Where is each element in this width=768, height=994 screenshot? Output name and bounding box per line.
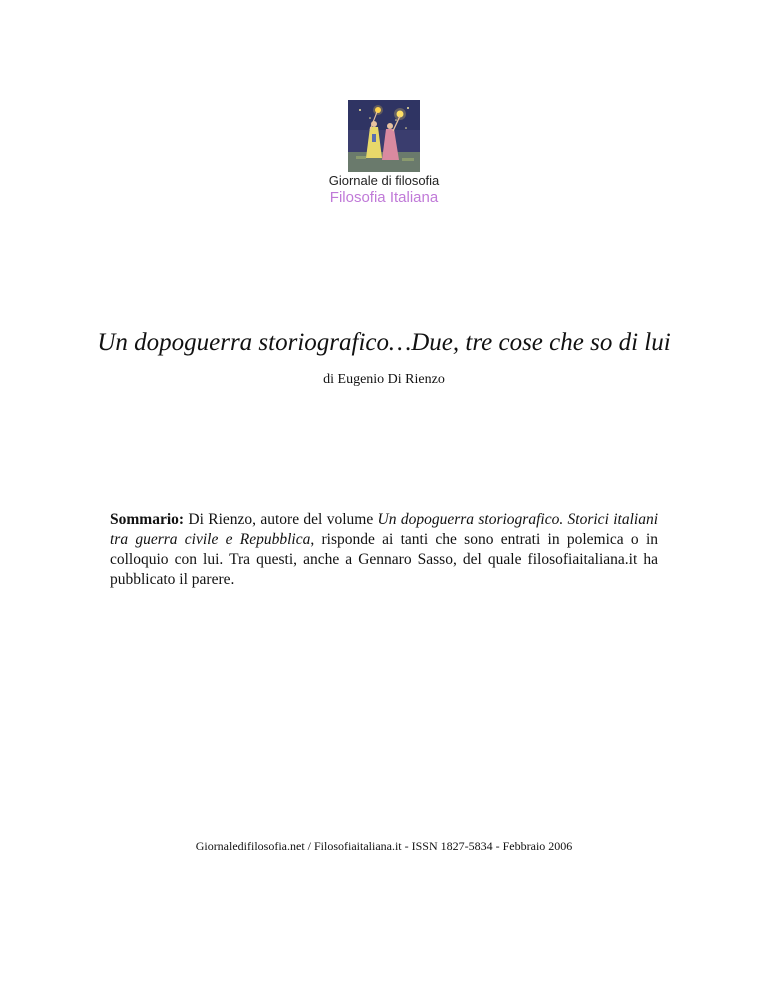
- summary-book-title: Un dopoguerra storiografico. Storici italiani tra guerra civile e Repubblica: [110, 511, 658, 548]
- summary-label: Sommario:: [110, 511, 185, 528]
- journal-subtitle: Filosofia Italiana: [329, 189, 439, 206]
- page-footer: Giornaledifilosofia.net / Filosofiaitaliana.it - ISSN 1827-5834 - Febbraio 2006: [195, 839, 573, 853]
- two-figures-painting-icon: [348, 100, 420, 172]
- summary-text-before: Di Rienzo, autore del volume: [184, 511, 378, 528]
- article-summary: [110, 510, 658, 590]
- journal-logo: [0, 100, 768, 207]
- article-author: di Eugenio Di Rienzo: [323, 372, 445, 387]
- summary-text-after: , risponde ai tanti che sono entrati in polemica o in colloquio con lui. Tra questi, anche a Gennaro Sasso, del quale filosofiaitaliana.it ha pubblicato il parere.: [110, 531, 659, 588]
- journal-name: Giornale di filosofia: [328, 173, 440, 188]
- article-title: Un dopoguerra storiografico…Due, tre cose che so di lui: [97, 329, 671, 356]
